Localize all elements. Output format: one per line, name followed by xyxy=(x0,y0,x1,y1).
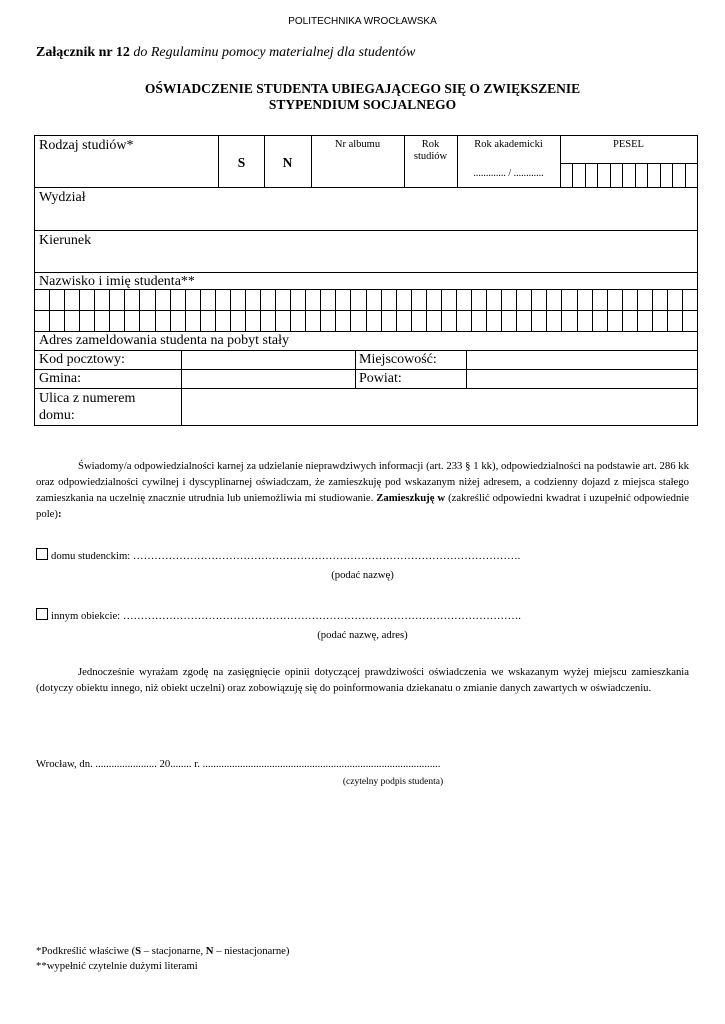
pesel-cell-divider xyxy=(685,163,686,188)
county-input[interactable] xyxy=(467,370,697,388)
name-cell-divider xyxy=(381,289,382,331)
dorm-option-text: domu studenckim: ………………………………………………………………………………………………. xyxy=(51,550,521,562)
name-cell-divider xyxy=(501,289,502,331)
pesel-cell-divider xyxy=(647,163,648,188)
option-dorm[interactable] xyxy=(36,548,520,562)
footnote-study-type xyxy=(36,944,289,959)
album-number-label: Nr albumu xyxy=(334,139,381,150)
footnote1-s: S xyxy=(135,945,142,957)
name-cell-divider xyxy=(320,289,321,331)
name-cell-divider xyxy=(622,289,623,331)
name-cell-divider xyxy=(366,289,367,331)
street-input[interactable] xyxy=(182,389,697,425)
signature-hint: (czytelny podpis studenta) xyxy=(342,777,444,787)
name-cell-divider xyxy=(637,289,638,331)
name-cell-divider xyxy=(124,289,125,331)
name-cell-divider xyxy=(139,289,140,331)
footnote1-pre: *Podkreślić właściwe ( xyxy=(36,945,136,957)
name-cell-divider xyxy=(486,289,487,331)
name-cell-divider xyxy=(170,289,171,331)
student-name-label: Nazwisko i imię studenta** xyxy=(39,274,195,289)
name-cell-divider xyxy=(49,289,50,331)
name-cell-divider xyxy=(335,289,336,331)
street-label xyxy=(39,390,135,424)
name-cell-divider xyxy=(290,289,291,331)
name-cell-divider xyxy=(109,289,110,331)
table-border xyxy=(355,350,356,389)
title-line-1: OŚWIADCZENIE STUDENTA UBIEGAJĄCEGO SIĘ O ZWIĘKSZENIE xyxy=(144,81,581,96)
footnote1-post: – niestacjonarne) xyxy=(213,945,290,957)
pesel-cell-divider xyxy=(622,163,623,188)
footnote1-mid: – stacjonarne, xyxy=(141,945,206,957)
name-cell-divider xyxy=(516,289,517,331)
faculty-label: Wydział xyxy=(39,190,86,205)
name-cell-divider xyxy=(426,289,427,331)
commune-input[interactable] xyxy=(182,370,355,388)
attachment-line xyxy=(36,45,415,61)
name-cell-divider xyxy=(260,289,261,331)
footnote1-n: N xyxy=(205,945,214,957)
study-type-s-option[interactable]: S xyxy=(237,155,246,170)
pesel-cell-divider xyxy=(635,163,636,188)
name-cell-divider xyxy=(94,289,95,331)
table-border xyxy=(34,425,697,426)
street-label-line2: domu: xyxy=(39,408,75,423)
table-border xyxy=(560,163,697,164)
academic-year-field[interactable]: ............. / ............ xyxy=(473,168,544,179)
name-cell-divider xyxy=(411,289,412,331)
city-label: Miejscowość: xyxy=(359,352,437,367)
study-year-label-line1: Rok xyxy=(421,139,440,150)
name-cell-divider xyxy=(305,289,306,331)
pesel-cell-divider xyxy=(597,163,598,188)
name-cell-divider xyxy=(667,289,668,331)
study-type-label: Rodzaj studiów* xyxy=(39,138,134,153)
field-of-study-input[interactable] xyxy=(35,244,697,272)
consent-paragraph: Jednocześnie wyrażam zgodę na zasięgnięcie opinii dotyczącej prawdziwości oświadczenia we wskazanym wyżej miejscu zamieszkania (dotyczy obiektu innego, niż obiekt uczelni) oraz zobowiązuję się do poinformowania dziekanatu o zmianie danych zawartych w oświadczeniu. xyxy=(36,666,689,694)
footnote-name: **wypełnić czytelnie dużymi literami xyxy=(36,960,198,972)
organization-name: POLITECHNIKA WROCŁAWSKA xyxy=(288,16,437,27)
pesel-cell-divider xyxy=(572,163,573,188)
name-cell-divider xyxy=(64,289,65,331)
name-cell-divider xyxy=(607,289,608,331)
address-section-label: Adres zameldowania studenta na pobyt stały xyxy=(39,333,289,348)
name-cell-divider xyxy=(185,289,186,331)
name-cell-divider xyxy=(215,289,216,331)
field-of-study-label: Kierunek xyxy=(39,233,92,248)
name-cell-divider xyxy=(546,289,547,331)
signature-line[interactable]: Wrocław, dn. ....................... 20........ r. ......................................................................................... xyxy=(36,758,441,770)
study-type-n-option[interactable]: N xyxy=(282,155,293,170)
study-year-label xyxy=(404,139,457,163)
name-cell-divider xyxy=(245,289,246,331)
document-title xyxy=(0,81,725,113)
table-border xyxy=(697,135,698,426)
study-year-label-line2: studiów xyxy=(413,151,448,162)
resides-in-instruction: (zakreślić odpowiedni kwadrat i uzupełnić odpowiednie pole) xyxy=(36,492,690,520)
name-cell-divider xyxy=(456,289,457,331)
pesel-cell-divider xyxy=(672,163,673,188)
pesel-cell-divider xyxy=(660,163,661,188)
other-option-text: innym obiekcie: …………………………………………………………………………………………………. xyxy=(51,610,521,622)
pesel-label: PESEL xyxy=(613,139,644,150)
name-cell-divider xyxy=(396,289,397,331)
attachment-number: Załącznik nr 12 xyxy=(36,45,130,60)
title-line-2: STYPENDIUM SOCJALNEGO xyxy=(268,97,457,112)
declaration-text: Świadomy/a odpowiedzialności karnej za udzielanie nieprawdziwych informacji (art. 233 § 1 kk), odpowiedzialności na podstawie art. 286 kk oraz odpowiedzialności cywilnej i dyscyplinarnej oświadczam, że zamieszkuję pod wskazanym niżej adresem, a codzienny dojazd z miejsca stałego zamieszkania na uczelnię znacznie utrudnia lub uniemożliwia mi studiowanie. xyxy=(36,460,689,504)
name-cell-divider xyxy=(577,289,578,331)
pesel-cell-divider xyxy=(610,163,611,188)
other-hint: (podać nazwę, adres) xyxy=(317,629,408,641)
name-cell-divider xyxy=(230,289,231,331)
table-border xyxy=(34,272,697,273)
dorm-hint: (podać nazwę) xyxy=(331,569,394,581)
resides-in-colon: : xyxy=(57,508,62,520)
name-cell-divider xyxy=(275,289,276,331)
table-border xyxy=(34,135,697,136)
academic-year-label: Rok akademicki xyxy=(474,139,543,150)
table-border xyxy=(34,230,697,231)
name-cell-divider xyxy=(441,289,442,331)
name-cell-divider xyxy=(471,289,472,331)
name-cell-divider xyxy=(155,289,156,331)
name-cell-divider xyxy=(652,289,653,331)
name-cell-divider xyxy=(200,289,201,331)
name-cell-divider xyxy=(350,289,351,331)
commune-label: Gmina: xyxy=(39,371,81,386)
name-cell-divider xyxy=(79,289,80,331)
pesel-cell-divider xyxy=(585,163,586,188)
other-checkbox[interactable] xyxy=(36,608,48,620)
city-input[interactable] xyxy=(467,351,697,369)
street-label-line1: Ulica z numerem xyxy=(39,391,136,406)
table-border xyxy=(34,331,697,332)
county-label: Powiat: xyxy=(359,371,402,386)
name-cell-divider xyxy=(531,289,532,331)
name-cell-divider xyxy=(592,289,593,331)
postal-code-input[interactable] xyxy=(182,351,355,369)
faculty-input[interactable] xyxy=(35,201,697,230)
name-cell-divider xyxy=(561,289,562,331)
option-other[interactable] xyxy=(36,608,521,622)
postal-code-label: Kod pocztowy: xyxy=(39,352,125,367)
dorm-checkbox[interactable] xyxy=(36,548,48,560)
table-border xyxy=(34,135,35,426)
name-cell-divider xyxy=(682,289,683,331)
attachment-reference: do Regulaminu pomocy materialnej dla studentów xyxy=(133,45,416,60)
declaration-paragraph xyxy=(36,458,689,522)
resides-in-label: Zamieszkuję w xyxy=(376,492,446,504)
